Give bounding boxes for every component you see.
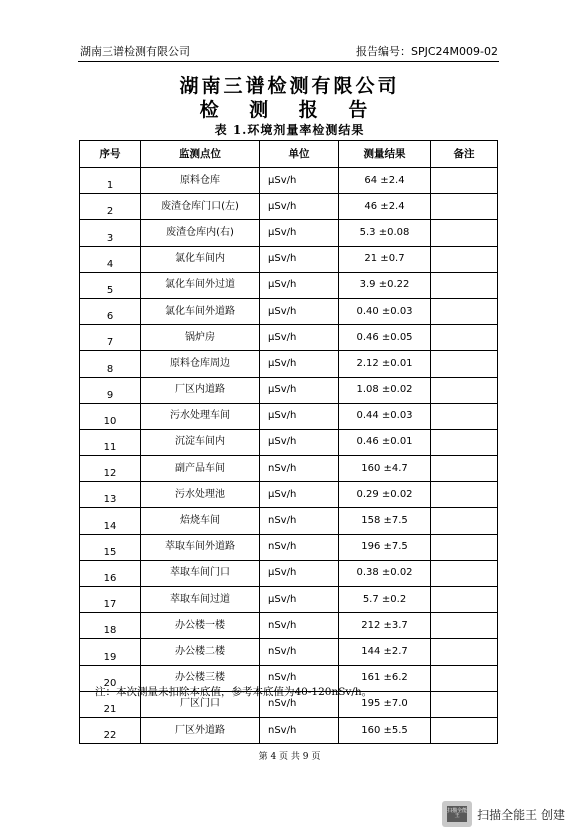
site-cell: 氯化车间外过道 [141, 272, 260, 298]
row-number-cell: 11 [80, 429, 141, 455]
result-cell: 0.29 ±0.02 [339, 482, 431, 508]
remark-cell [431, 456, 498, 482]
table-row [80, 325, 498, 351]
row-number-cell: 21 [80, 691, 141, 717]
unit-cell: nSv/h [260, 639, 339, 665]
result-cell: 195 ±7.0 [339, 691, 431, 717]
table-row [80, 587, 498, 613]
site-cell: 萃取车间过道 [141, 587, 260, 613]
results-table [79, 140, 498, 744]
site-cell: 锅炉房 [141, 325, 260, 351]
remark-cell [431, 168, 498, 194]
result-cell: 0.44 ±0.03 [339, 403, 431, 429]
table-row [80, 613, 498, 639]
result-cell: 0.46 ±0.01 [339, 429, 431, 455]
table-row [80, 377, 498, 403]
site-cell: 萃取车间外道路 [141, 534, 260, 560]
remark-cell [431, 351, 498, 377]
remark-cell [431, 508, 498, 534]
site-cell: 厂区门口 [141, 691, 260, 717]
header-divider [78, 61, 499, 62]
table-row [80, 351, 498, 377]
remark-cell [431, 587, 498, 613]
row-number-cell: 16 [80, 560, 141, 586]
remark-cell [431, 613, 498, 639]
row-number-cell: 6 [80, 298, 141, 324]
row-number-cell: 10 [80, 403, 141, 429]
result-cell: 3.9 ±0.22 [339, 272, 431, 298]
table-row [80, 403, 498, 429]
column-header-result: 测量结果 [339, 141, 431, 168]
table-row [80, 560, 498, 586]
unit-cell: nSv/h [260, 456, 339, 482]
table-row [80, 639, 498, 665]
table-row [80, 194, 498, 220]
unit-cell: μSv/h [260, 587, 339, 613]
scanner-label: 扫描全能王 创建 [477, 807, 565, 822]
row-number-cell: 20 [80, 665, 141, 691]
remark-cell [431, 377, 498, 403]
table-row [80, 456, 498, 482]
unit-cell: μSv/h [260, 351, 339, 377]
site-cell: 办公楼二楼 [141, 639, 260, 665]
site-cell: 办公楼一楼 [141, 613, 260, 639]
unit-cell: μSv/h [260, 194, 339, 220]
result-cell: 21 ±0.7 [339, 246, 431, 272]
row-number-cell: 9 [80, 377, 141, 403]
table-row [80, 246, 498, 272]
site-cell: 焙烧车间 [141, 508, 260, 534]
remark-cell [431, 220, 498, 246]
result-cell: 46 ±2.4 [339, 194, 431, 220]
remark-cell [431, 194, 498, 220]
row-number-cell: 14 [80, 508, 141, 534]
result-cell: 158 ±7.5 [339, 508, 431, 534]
result-cell: 5.3 ±0.08 [339, 220, 431, 246]
remark-cell [431, 482, 498, 508]
site-cell: 废渣仓库内(右) [141, 220, 260, 246]
result-cell: 144 ±2.7 [339, 639, 431, 665]
table-row [80, 482, 498, 508]
unit-cell: μSv/h [260, 325, 339, 351]
site-cell: 办公楼三楼 [141, 665, 260, 691]
result-cell: 64 ±2.4 [339, 168, 431, 194]
site-cell: 副产品车间 [141, 456, 260, 482]
result-cell: 0.38 ±0.02 [339, 560, 431, 586]
remark-cell [431, 298, 498, 324]
result-cell: 5.7 ±0.2 [339, 587, 431, 613]
row-number-cell: 7 [80, 325, 141, 351]
remark-cell [431, 325, 498, 351]
report-title: 检 测 报 告 [199, 99, 380, 121]
unit-cell: μSv/h [260, 429, 339, 455]
site-cell: 原料仓库 [141, 168, 260, 194]
column-header-number: 序号 [80, 141, 141, 168]
table-caption: 表 1.环境剂量率检测结果 [214, 123, 365, 137]
remark-cell [431, 639, 498, 665]
unit-cell: μSv/h [260, 377, 339, 403]
unit-cell: nSv/h [260, 691, 339, 717]
row-number-cell: 4 [80, 246, 141, 272]
row-number-cell: 22 [80, 717, 141, 743]
column-header-site: 监测点位 [141, 141, 260, 168]
row-number-cell: 8 [80, 351, 141, 377]
row-number-cell: 1 [80, 168, 141, 194]
unit-cell: nSv/h [260, 508, 339, 534]
row-number-cell: 18 [80, 613, 141, 639]
row-number-cell: 15 [80, 534, 141, 560]
unit-cell: nSv/h [260, 665, 339, 691]
unit-cell: μSv/h [260, 403, 339, 429]
unit-cell: μSv/h [260, 560, 339, 586]
remark-cell [431, 665, 498, 691]
remark-cell [431, 534, 498, 560]
row-number-cell: 19 [80, 639, 141, 665]
result-cell: 196 ±7.5 [339, 534, 431, 560]
page-number: 第 4 页 共 9 页 [258, 752, 321, 762]
unit-cell: μSv/h [260, 272, 339, 298]
header-report-number: 报告编号：SPJC24M009-02 [356, 45, 498, 58]
unit-cell: μSv/h [260, 220, 339, 246]
header-company: 湖南三谱检测有限公司 [80, 45, 190, 58]
result-cell: 160 ±4.7 [339, 456, 431, 482]
footnote: 注：本次测量未扣除本底值，参考本底值为40-120nSv/h。 [95, 686, 373, 698]
remark-cell [431, 272, 498, 298]
site-cell: 沉淀车间内 [141, 429, 260, 455]
remark-cell [431, 691, 498, 717]
remark-cell [431, 246, 498, 272]
site-cell: 废渣仓库门口(左) [141, 194, 260, 220]
site-cell: 厂区外道路 [141, 717, 260, 743]
table-row [80, 508, 498, 534]
unit-cell: nSv/h [260, 534, 339, 560]
table-row [80, 429, 498, 455]
unit-cell: nSv/h [260, 613, 339, 639]
row-number-cell: 2 [80, 194, 141, 220]
table-row [80, 534, 498, 560]
result-cell: 160 ±5.5 [339, 717, 431, 743]
scanner-watermark [442, 801, 565, 827]
unit-cell: μSv/h [260, 298, 339, 324]
page-header [80, 42, 498, 60]
unit-cell: μSv/h [260, 246, 339, 272]
table-row [80, 272, 498, 298]
result-cell: 161 ±6.2 [339, 665, 431, 691]
row-number-cell: 17 [80, 587, 141, 613]
site-cell: 原料仓库周边 [141, 351, 260, 377]
site-cell: 厂区内道路 [141, 377, 260, 403]
site-cell: 污水处理车间 [141, 403, 260, 429]
site-cell: 污水处理池 [141, 482, 260, 508]
table-row [80, 168, 498, 194]
table-row [80, 298, 498, 324]
company-title: 湖南三谱检测有限公司 [179, 75, 400, 97]
unit-cell: μSv/h [260, 168, 339, 194]
scanner-logo-icon [442, 801, 472, 827]
remark-cell [431, 717, 498, 743]
result-cell: 1.08 ±0.02 [339, 377, 431, 403]
column-header-unit: 单位 [260, 141, 339, 168]
result-cell: 0.46 ±0.05 [339, 325, 431, 351]
unit-cell: μSv/h [260, 482, 339, 508]
unit-cell: nSv/h [260, 717, 339, 743]
remark-cell [431, 429, 498, 455]
table-header-row [80, 141, 498, 168]
table-body [80, 168, 498, 744]
site-cell: 萃取车间门口 [141, 560, 260, 586]
site-cell: 氯化车间内 [141, 246, 260, 272]
scanner-logo-text: 扫描全能王 [447, 806, 467, 822]
result-cell: 2.12 ±0.01 [339, 351, 431, 377]
table-row [80, 717, 498, 743]
row-number-cell: 12 [80, 456, 141, 482]
column-header-remark: 备注 [431, 141, 498, 168]
site-cell: 氯化车间外道路 [141, 298, 260, 324]
remark-cell [431, 560, 498, 586]
result-cell: 0.40 ±0.03 [339, 298, 431, 324]
row-number-cell: 13 [80, 482, 141, 508]
row-number-cell: 3 [80, 220, 141, 246]
remark-cell [431, 403, 498, 429]
table-row [80, 220, 498, 246]
result-cell: 212 ±3.7 [339, 613, 431, 639]
row-number-cell: 5 [80, 272, 141, 298]
